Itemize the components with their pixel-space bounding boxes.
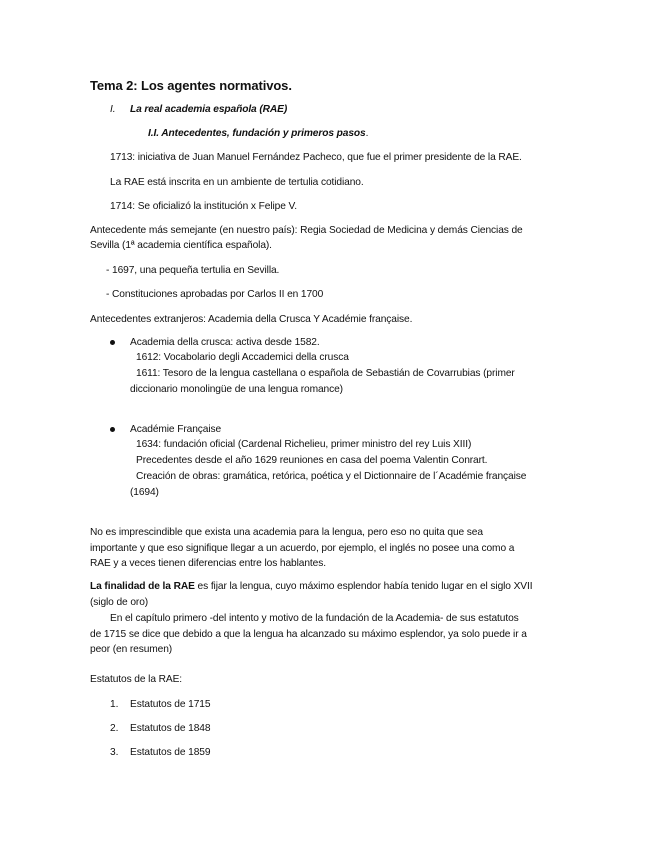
finalidad-bold: La finalidad de la RAE [90,581,195,592]
francaise-line-3: Creación de obras: gramática, retórica, poética y el Dictionnaire de l´Académie française [136,471,527,482]
bullet-icon [110,427,115,432]
antecedente-line-2: Sevilla (1ª academia científica española). [90,240,272,251]
finalidad-line-1 [90,580,532,594]
antecedente-line-1: Antecedente más semejante (en nuestro país): Regia Sociedad de Medicina y demás Ciencias de [90,225,523,236]
estatuto-item: Estatutos de 1715 [130,699,211,710]
capitulo-line-3: peor (en resumen) [90,644,173,655]
estatuto-number: 1. [110,699,119,710]
francaise-line-1: 1634: fundación oficial (Cardenal Richelieu, primer ministro del rey Luis XIII) [136,439,472,450]
subsection-heading [148,127,368,141]
antecedentes-extranjeros: Antecedentes extranjeros: Academia della Crusca Y Académie française. [90,314,413,325]
francaise-line-2: Precedentes desde el año 1629 reuniones en casa del poema Valentin Conrart. [136,455,488,466]
finalidad-rest: es fijar la lengua, cuyo máximo esplendor había tenido lugar en el siglo XVII [194,581,533,592]
dash-item-1697: - 1697, una pequeña tertulia en Sevilla. [106,265,280,276]
bullet-icon [110,340,115,345]
imprescindible-line-1: No es imprescindible que exista una academia para la lengua, pero eso no quita que sea [90,527,483,538]
dash-item-1700: - Constituciones aprobadas por Carlos II en 1700 [106,289,324,300]
imprescindible-line-2: importante y que eso signifique llegar a un acuerdo, por ejemplo, el inglés no posee una como a [90,543,515,554]
estatuto-number: 2. [110,723,119,734]
capitulo-line-2: de 1715 se dice que debido a que la lengua ha alcanzado su máximo esplendor, ya solo puede ir a [90,629,527,640]
section-heading: La real academia española (RAE) [130,104,288,115]
francaise-line-4: (1694) [130,487,159,498]
crusca-line-2: 1611: Tesoro de la lengua castellana o española de Sebastián de Covarrubias (primer [136,368,515,379]
page-title: Tema 2: Los agentes normativos. [90,78,292,93]
section-number: I. [110,104,116,115]
finalidad-line-2: (siglo de oro) [90,597,149,608]
subsection-period: . [365,128,369,139]
paragraph-tertulia: La RAE está inscrita en un ambiente de tertulia cotidiano. [110,177,364,188]
estatutos-heading: Estatutos de la RAE: [90,674,183,685]
imprescindible-line-3: RAE y a veces tienen diferencias entre los hablantes. [90,558,326,569]
subsection-title: I.I. Antecedentes, fundación y primeros pasos [148,128,366,139]
francaise-heading: Académie Française [130,424,222,435]
crusca-line-1: 1612: Vocabolario degli Accademici della crusca [136,352,349,363]
crusca-line-3: diccionario monolingüe de una lengua romance) [130,384,343,395]
crusca-heading: Academia della crusca: activa desde 1582. [130,337,320,348]
paragraph-1714: 1714: Se oficializó la institución x Felipe V. [110,201,297,212]
estatuto-item: Estatutos de 1859 [130,747,211,758]
estatuto-item: Estatutos de 1848 [130,723,211,734]
paragraph-1713: 1713: iniciativa de Juan Manuel Fernández Pacheco, que fue el primer presidente de la RAE. [110,152,522,163]
estatuto-number: 3. [110,747,119,758]
capitulo-line-1: En el capítulo primero -del intento y motivo de la fundación de la Academia- de sus estatutos [110,613,519,624]
